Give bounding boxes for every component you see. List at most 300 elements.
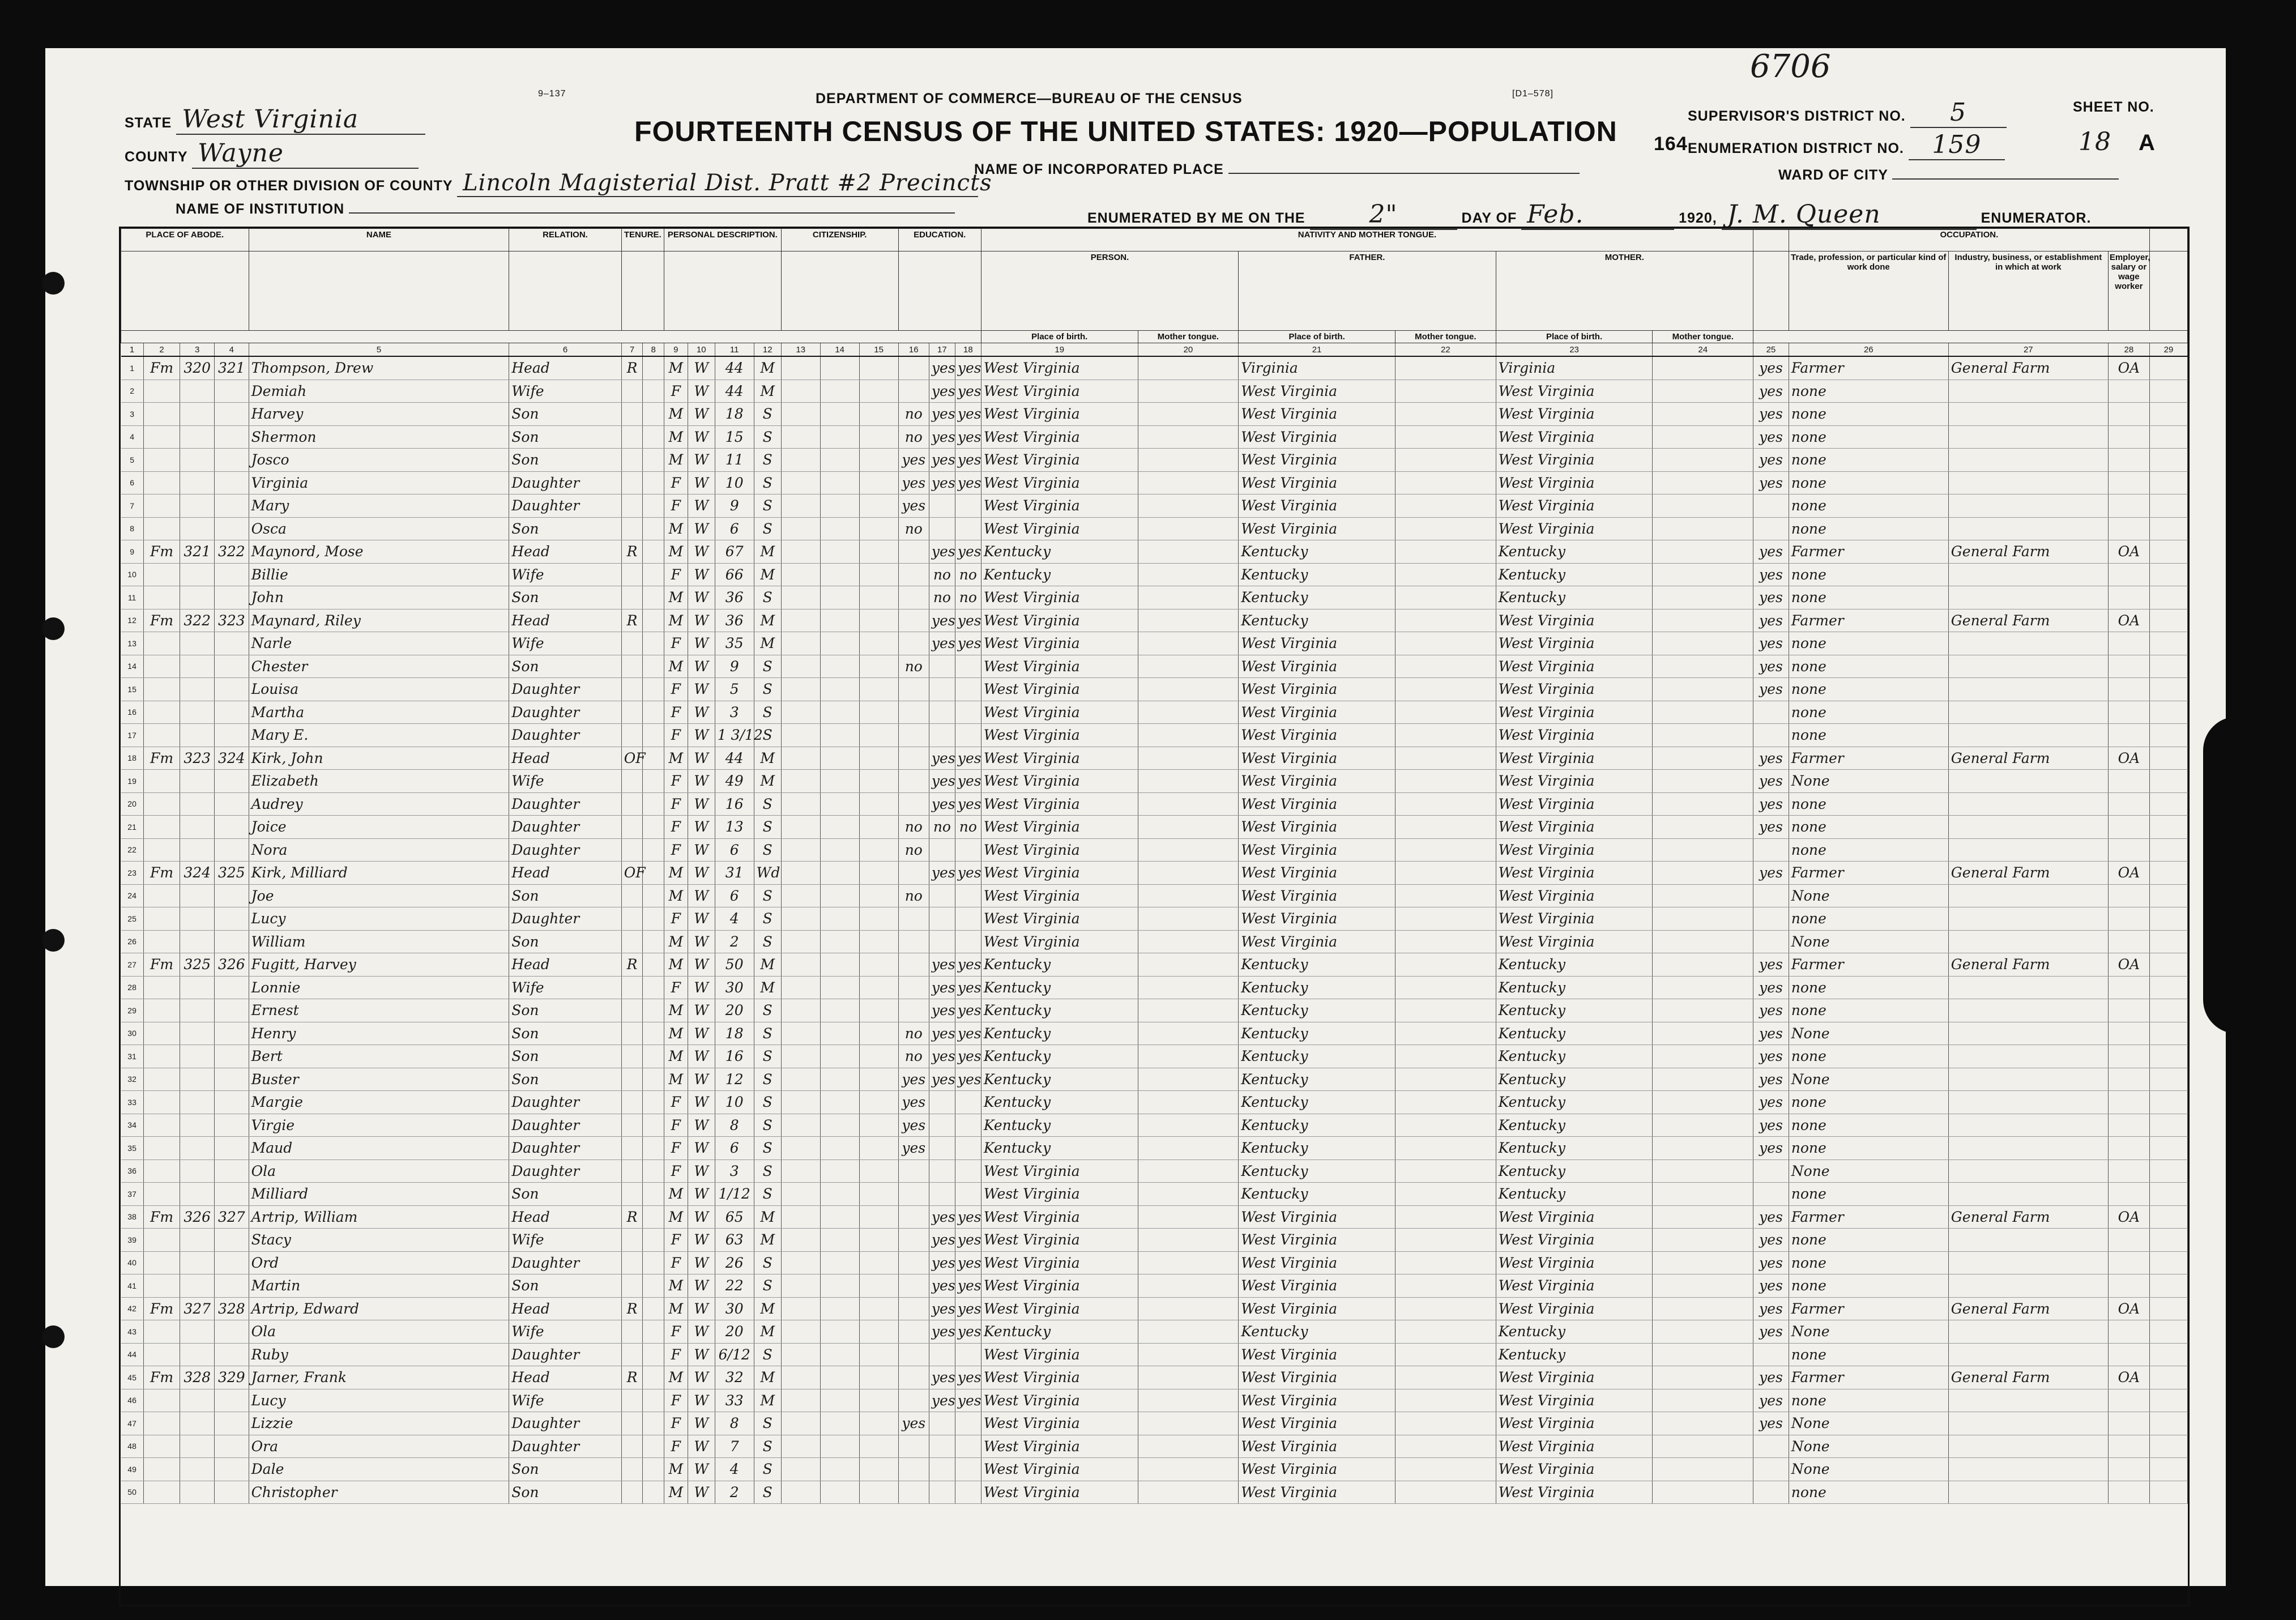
mother-birthplace: West Virginia (1496, 724, 1653, 747)
speaks-english: yes (1753, 1251, 1789, 1274)
street-cell (143, 1183, 180, 1206)
naturalized (820, 1435, 859, 1458)
father-birthplace: West Virginia (1239, 449, 1395, 472)
able-to-read (929, 930, 955, 953)
naturalized (820, 1091, 859, 1114)
mother-birthplace: West Virginia (1496, 678, 1653, 701)
able-to-write: yes (955, 471, 981, 494)
father-tongue (1395, 1205, 1496, 1229)
speaks-english: yes (1753, 1068, 1789, 1091)
naturalized (820, 1297, 859, 1320)
attended-school: yes (898, 1091, 929, 1114)
father-tongue-head: Mother tongue. (1395, 331, 1496, 343)
able-to-read (929, 1137, 955, 1160)
person-tongue (1138, 380, 1239, 403)
able-to-write: no (955, 563, 981, 586)
dwelling-number (180, 838, 215, 862)
person-birthplace: Kentucky (981, 1068, 1138, 1091)
race: W (688, 1045, 715, 1068)
naturalized (820, 471, 859, 494)
mother-tongue (1653, 471, 1753, 494)
able-to-read: yes (929, 1320, 955, 1344)
industry: General Farm (1948, 862, 2108, 885)
class-of-worker (2108, 471, 2149, 494)
immigration-year (781, 884, 820, 907)
tenure (621, 494, 643, 518)
mother-birthplace: West Virginia (1496, 1412, 1653, 1435)
dwelling-number: 327 (180, 1297, 215, 1320)
immigration-year (781, 1389, 820, 1412)
person-birthplace: West Virginia (981, 1435, 1138, 1458)
naturalized (820, 1274, 859, 1298)
person-tongue (1138, 1068, 1239, 1091)
free-or-mortgaged (643, 838, 664, 862)
free-or-mortgaged (643, 517, 664, 540)
street-cell (143, 1068, 180, 1091)
ward-line (1778, 167, 2119, 184)
father-tongue (1395, 1251, 1496, 1274)
census-row (121, 1159, 2188, 1183)
family-number (215, 1183, 249, 1206)
able-to-write: yes (955, 1274, 981, 1298)
able-to-write: yes (955, 403, 981, 426)
industry (1948, 976, 2108, 999)
farm-schedule (2149, 1481, 2187, 1504)
occupation: None (1789, 1320, 1948, 1344)
industry (1948, 471, 2108, 494)
marital-status: S (754, 1458, 781, 1481)
class-of-worker (2108, 1251, 2149, 1274)
age: 2 (715, 1481, 754, 1504)
farm-schedule (2149, 1159, 2187, 1183)
person-name: Henry (249, 1022, 509, 1045)
row-number: 28 (121, 976, 144, 999)
row-number: 36 (121, 1159, 144, 1183)
father-tongue (1395, 1389, 1496, 1412)
dwelling-number (180, 701, 215, 724)
occupation: None (1789, 1458, 1948, 1481)
occupation-trade-head: Trade, profession, or particular kind of work done (1789, 251, 1948, 331)
marital-status: S (754, 1435, 781, 1458)
immigration-year (781, 1412, 820, 1435)
farm-schedule (2149, 770, 2187, 793)
page-number: 164 (1654, 133, 1688, 155)
class-of-worker (2108, 838, 2149, 862)
tenure: OF (621, 862, 643, 885)
race: W (688, 930, 715, 953)
farm-schedule (2149, 1458, 2187, 1481)
able-to-read (929, 1458, 955, 1481)
dwelling-number (180, 380, 215, 403)
father-birthplace: Kentucky (1239, 540, 1395, 564)
person-name: Buster (249, 1068, 509, 1091)
relation: Wife (509, 632, 621, 655)
speaks-english: yes (1753, 862, 1789, 885)
father-birthplace: West Virginia (1239, 380, 1395, 403)
tenure: R (621, 953, 643, 977)
person-tongue (1138, 1183, 1239, 1206)
sex: F (664, 770, 688, 793)
race: W (688, 563, 715, 586)
sex: M (664, 999, 688, 1022)
immigration-year (781, 701, 820, 724)
age: 12 (715, 1068, 754, 1091)
marital-status: S (754, 816, 781, 839)
sex: M (664, 862, 688, 885)
mother-birthplace: Virginia (1496, 356, 1653, 380)
mother-tongue (1653, 953, 1753, 977)
mother-tongue (1653, 586, 1753, 609)
speaks-english: yes (1753, 1366, 1789, 1389)
census-rows (121, 343, 2188, 1504)
dwelling-number: 324 (180, 862, 215, 885)
able-to-read: yes (929, 449, 955, 472)
farm-schedule (2149, 517, 2187, 540)
person-name: Martha (249, 701, 509, 724)
occupation: none (1789, 1183, 1948, 1206)
mother-birthplace: West Virginia (1496, 403, 1653, 426)
race: W (688, 1297, 715, 1320)
state-label: STATE (125, 115, 172, 131)
occupation: Farmer (1789, 1366, 1948, 1389)
sex: M (664, 1022, 688, 1045)
marital-status: S (754, 471, 781, 494)
industry (1948, 838, 2108, 862)
group-english (1753, 229, 1789, 251)
naturalized (820, 907, 859, 931)
mother-birthplace: Kentucky (1496, 999, 1653, 1022)
industry (1948, 701, 2108, 724)
free-or-mortgaged (643, 747, 664, 770)
person-tongue (1138, 976, 1239, 999)
speaks-english: yes (1753, 1389, 1789, 1412)
mother-tongue (1653, 403, 1753, 426)
class-of-worker: OA (2108, 1366, 2149, 1389)
occupation: none (1789, 449, 1948, 472)
row-number: 31 (121, 1045, 144, 1068)
farm-schedule (2149, 999, 2187, 1022)
street-cell (143, 1458, 180, 1481)
marital-status: S (754, 678, 781, 701)
class-of-worker (2108, 403, 2149, 426)
naturalization-year (859, 1412, 898, 1435)
age: 36 (715, 609, 754, 632)
tenure (621, 1091, 643, 1114)
person-tongue (1138, 930, 1239, 953)
marital-status: S (754, 517, 781, 540)
farm-schedule (2149, 1412, 2187, 1435)
class-of-worker (2108, 1343, 2149, 1366)
occupation: none (1789, 1137, 1948, 1160)
person-birthplace: West Virginia (981, 425, 1138, 449)
free-or-mortgaged (643, 1114, 664, 1137)
industry: General Farm (1948, 540, 2108, 564)
speaks-english (1753, 884, 1789, 907)
speaks-english: yes (1753, 655, 1789, 678)
row-number: 29 (121, 999, 144, 1022)
tenure (621, 724, 643, 747)
industry: General Farm (1948, 1297, 2108, 1320)
father-birthplace: West Virginia (1239, 678, 1395, 701)
able-to-write: yes (955, 449, 981, 472)
person-tongue (1138, 586, 1239, 609)
column-number: 11 (715, 343, 754, 357)
age: 44 (715, 356, 754, 380)
mother-tongue (1653, 884, 1753, 907)
mother-birthplace: West Virginia (1496, 1481, 1653, 1504)
attended-school: no (898, 403, 929, 426)
father-birthplace: West Virginia (1239, 1481, 1395, 1504)
person-birthplace: Kentucky (981, 1114, 1138, 1137)
tenure (621, 1343, 643, 1366)
sex: M (664, 747, 688, 770)
naturalized (820, 1229, 859, 1252)
person-name: Elizabeth (249, 770, 509, 793)
township-line (125, 170, 992, 197)
able-to-read (929, 1412, 955, 1435)
race: W (688, 838, 715, 862)
industry (1948, 1045, 2108, 1068)
farm-schedule (2149, 1366, 2187, 1389)
row-number: 8 (121, 517, 144, 540)
family-number (215, 678, 249, 701)
punch-hole (42, 929, 65, 952)
class-of-worker (2108, 792, 2149, 816)
person-tongue (1138, 1366, 1239, 1389)
supervisor-value: 5 (1910, 98, 2007, 128)
dwelling-number (180, 678, 215, 701)
naturalized (820, 632, 859, 655)
industry (1948, 380, 2108, 403)
occupation: none (1789, 1045, 1948, 1068)
group-nativity: NATIVITY AND MOTHER TONGUE. (981, 229, 1753, 251)
relation: Daughter (509, 1343, 621, 1366)
relation: Daughter (509, 1412, 621, 1435)
mother-tongue (1653, 517, 1753, 540)
father-tongue (1395, 1481, 1496, 1504)
census-row (121, 1251, 2188, 1274)
family-number: 329 (215, 1366, 249, 1389)
person-name: Lucy (249, 907, 509, 931)
industry (1948, 1137, 2108, 1160)
industry: General Farm (1948, 747, 2108, 770)
father-birthplace: West Virginia (1239, 1435, 1395, 1458)
person-name: Narle (249, 632, 509, 655)
tenure (621, 1274, 643, 1298)
free-or-mortgaged (643, 586, 664, 609)
naturalized (820, 356, 859, 380)
person-tongue (1138, 540, 1239, 564)
dwelling-number (180, 999, 215, 1022)
free-or-mortgaged (643, 862, 664, 885)
naturalization-year (859, 586, 898, 609)
industry (1948, 1481, 2108, 1504)
marital-status: S (754, 425, 781, 449)
person-birthplace: West Virginia (981, 1297, 1138, 1320)
occupation: Farmer (1789, 609, 1948, 632)
naturalized (820, 1114, 859, 1137)
mother-tongue (1653, 356, 1753, 380)
department-line: DEPARTMENT OF COMMERCE—BUREAU OF THE CENSUS (816, 91, 1243, 106)
naturalization-year (859, 1320, 898, 1344)
tenure (621, 1320, 643, 1344)
occupation: none (1789, 655, 1948, 678)
census-row (121, 930, 2188, 953)
street-cell (143, 1137, 180, 1160)
marital-status: M (754, 976, 781, 999)
column-number: 12 (754, 343, 781, 357)
marital-status: S (754, 1481, 781, 1504)
attended-school (898, 747, 929, 770)
father-tongue (1395, 494, 1496, 518)
speaks-english: yes (1753, 425, 1789, 449)
mother-birthplace: West Virginia (1496, 380, 1653, 403)
age: 5 (715, 678, 754, 701)
farm-schedule (2149, 563, 2187, 586)
class-of-worker: OA (2108, 540, 2149, 564)
able-to-write (955, 1091, 981, 1114)
naturalization-year (859, 1297, 898, 1320)
father-tongue (1395, 792, 1496, 816)
person-name: Ruby (249, 1343, 509, 1366)
person-birthplace: West Virginia (981, 1481, 1138, 1504)
mother-tongue (1653, 1389, 1753, 1412)
immigration-year (781, 862, 820, 885)
attended-school (898, 862, 929, 885)
able-to-read: no (929, 816, 955, 839)
person-birthplace: West Virginia (981, 907, 1138, 931)
able-to-write (955, 517, 981, 540)
mother-tongue (1653, 930, 1753, 953)
dwelling-number: 323 (180, 747, 215, 770)
family-number (215, 1458, 249, 1481)
attended-school (898, 770, 929, 793)
family-number (215, 563, 249, 586)
father-birthplace: Kentucky (1239, 1137, 1395, 1160)
tenure (621, 425, 643, 449)
able-to-read (929, 1183, 955, 1206)
mother-tongue (1653, 701, 1753, 724)
state-line (125, 105, 425, 135)
father-birthplace: Kentucky (1239, 1022, 1395, 1045)
industry (1948, 632, 2108, 655)
occupation: None (1789, 1022, 1948, 1045)
street-cell: Fm (143, 356, 180, 380)
dwelling-number (180, 425, 215, 449)
naturalized (820, 999, 859, 1022)
row-number: 7 (121, 494, 144, 518)
person-tongue (1138, 1412, 1239, 1435)
dwelling-number (180, 655, 215, 678)
family-number: 321 (215, 356, 249, 380)
street-cell (143, 632, 180, 655)
attended-school: no (898, 655, 929, 678)
class-of-worker (2108, 1091, 2149, 1114)
farm-schedule (2149, 884, 2187, 907)
class-of-worker (2108, 632, 2149, 655)
census-row (121, 1205, 2188, 1229)
age: 67 (715, 540, 754, 564)
farm-schedule (2149, 1229, 2187, 1252)
marital-status: S (754, 1114, 781, 1137)
industry (1948, 1274, 2108, 1298)
marital-status: S (754, 586, 781, 609)
free-or-mortgaged (643, 1274, 664, 1298)
sex: M (664, 1183, 688, 1206)
able-to-write (955, 1137, 981, 1160)
column-number: 3 (180, 343, 215, 357)
able-to-read: yes (929, 1068, 955, 1091)
dwelling-number (180, 976, 215, 999)
farm-schedule (2149, 907, 2187, 931)
person-tongue-head: Mother tongue. (1138, 331, 1239, 343)
attended-school (898, 1274, 929, 1298)
relation: Daughter (509, 816, 621, 839)
sex: F (664, 1320, 688, 1344)
race: W (688, 517, 715, 540)
immigration-year (781, 678, 820, 701)
person-tongue (1138, 356, 1239, 380)
family-number (215, 724, 249, 747)
census-sheet (45, 48, 2226, 1586)
father-birthplace: West Virginia (1239, 1389, 1395, 1412)
father-birthplace: West Virginia (1239, 1297, 1395, 1320)
industry (1948, 517, 2108, 540)
able-to-read: yes (929, 403, 955, 426)
street-cell (143, 1114, 180, 1137)
age: 10 (715, 471, 754, 494)
father-birthplace: West Virginia (1239, 907, 1395, 931)
attended-school (898, 1366, 929, 1389)
naturalization-year (859, 1366, 898, 1389)
naturalization-year (859, 449, 898, 472)
mother-birthplace: West Virginia (1496, 1366, 1653, 1389)
street-cell (143, 655, 180, 678)
mother-tongue (1653, 1343, 1753, 1366)
street-cell (143, 930, 180, 953)
dwelling-number: 322 (180, 609, 215, 632)
mother-birthplace: West Virginia (1496, 1435, 1653, 1458)
dwelling-number (180, 517, 215, 540)
person-tongue (1138, 1274, 1239, 1298)
relation: Daughter (509, 1137, 621, 1160)
race: W (688, 1183, 715, 1206)
class-of-worker (2108, 770, 2149, 793)
person-name: Bert (249, 1045, 509, 1068)
age: 7 (715, 1435, 754, 1458)
row-number: 3 (121, 403, 144, 426)
father-tongue (1395, 838, 1496, 862)
farm-schedule (2149, 1251, 2187, 1274)
able-to-write: yes (955, 356, 981, 380)
free-or-mortgaged (643, 678, 664, 701)
column-number: 17 (929, 343, 955, 357)
free-or-mortgaged (643, 1091, 664, 1114)
sex: F (664, 1435, 688, 1458)
census-row (121, 1343, 2188, 1366)
enum-district-label: ENUMERATION DISTRICT NO. (1688, 140, 1904, 156)
mother-tongue (1653, 1412, 1753, 1435)
sex: F (664, 1251, 688, 1274)
naturalization-year (859, 1159, 898, 1183)
row-number: 42 (121, 1297, 144, 1320)
attended-school (898, 1458, 929, 1481)
mother-birthplace: West Virginia (1496, 747, 1653, 770)
race: W (688, 678, 715, 701)
age: 4 (715, 907, 754, 931)
street-cell (143, 1251, 180, 1274)
naturalization-year (859, 792, 898, 816)
